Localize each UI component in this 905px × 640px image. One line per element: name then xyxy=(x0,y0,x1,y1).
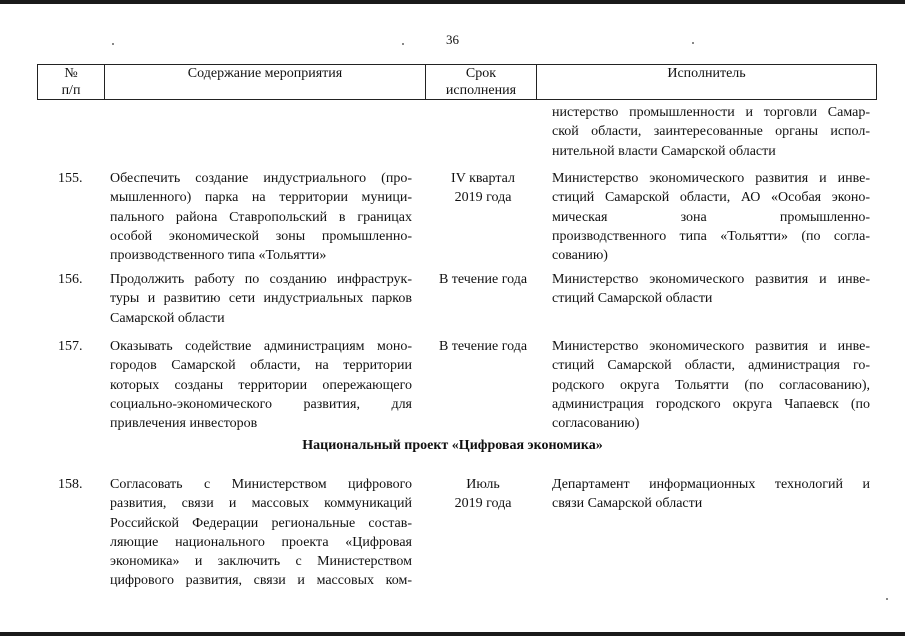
content-line: мышленного) парка на территории муници- xyxy=(110,190,412,206)
row-156-term xyxy=(424,270,542,289)
header-col-number xyxy=(38,65,105,100)
content-line: привлечения инвесторов xyxy=(110,416,258,432)
content-line: Самарской области xyxy=(110,310,225,326)
scan-speck xyxy=(402,43,404,45)
content-line: Оказывать содействие администрациям моно- xyxy=(110,339,412,354)
content-line: цифрового развития, связи и массовых ком- xyxy=(110,573,412,589)
term-line: 2019 года xyxy=(454,496,512,512)
row-157-content xyxy=(110,337,412,433)
executor-line: нистерство промышленности и торговли Самар- xyxy=(552,105,870,120)
content-line: ляющие национального проекта «Цифровая xyxy=(110,534,412,550)
row-158-content xyxy=(110,475,412,591)
executor-line: Министерство экономического развития и инве- xyxy=(552,171,870,186)
content-line: Обеспечить создание индустриального (про- xyxy=(110,171,412,186)
content-line: социально-экономического развития, для xyxy=(110,396,412,412)
row-158-executor xyxy=(552,475,870,514)
header-number-line2: п/п xyxy=(61,83,81,98)
content-line: производственного типа «Тольятти» xyxy=(110,248,327,264)
executor-line: стиций Самарской области, АО «Особая эконо- xyxy=(552,190,870,206)
row-157-number: 157. xyxy=(58,339,83,354)
header-col-term xyxy=(426,65,537,100)
table-header xyxy=(37,64,877,100)
content-line: которых созданы территории опережающего xyxy=(110,377,412,393)
executor-line: Министерство экономического развития и инве- xyxy=(552,272,870,287)
term-line: IV квартал xyxy=(451,171,515,186)
section-heading: Национальный проект «Цифровая экономика» xyxy=(302,438,603,453)
row-157-term xyxy=(424,337,542,356)
content-line: развития, связи и массовых коммуникаций xyxy=(110,496,412,512)
header-col-content: Содержание мероприятия xyxy=(105,65,426,100)
row-157-executor xyxy=(552,337,870,433)
row-155-number: 155. xyxy=(58,171,83,186)
scan-speck xyxy=(112,43,114,45)
executor-line: нительной власти Самарской области xyxy=(552,143,776,159)
executor-line: сованию) xyxy=(552,248,608,264)
executor-line: стиций Самарской области, администрация го- xyxy=(552,358,870,374)
row-158-number: 158. xyxy=(58,477,83,492)
executor-line: родского округа Тольятти (по согласованию), xyxy=(552,377,870,393)
executor-line: связи Самарской области xyxy=(552,496,703,512)
content-line: Продолжить работу по созданию инфраструк- xyxy=(110,272,412,287)
header-number-line1: № xyxy=(64,66,78,81)
row-155-content xyxy=(110,169,412,265)
header-col-executor: Исполнитель xyxy=(537,65,877,100)
content-line: Российской Федерации региональные состав- xyxy=(110,515,412,531)
row-156-number: 156. xyxy=(58,272,83,287)
executor-line: Департамент информационных технологий и xyxy=(552,477,870,492)
content-line: Согласовать с Министерством цифрового xyxy=(110,477,412,492)
executor-line: производственного типа «Тольятти» (по согла- xyxy=(552,228,870,244)
row-156-executor xyxy=(552,270,870,309)
bottom-border-rule xyxy=(0,632,905,636)
term-line: Июль xyxy=(466,477,500,492)
header-term-line2: исполнения xyxy=(445,83,517,98)
term-line: 2019 года xyxy=(454,190,512,206)
row-156-content xyxy=(110,270,412,328)
continuation-executor xyxy=(552,103,870,161)
executor-line: администрация городского округа Чапаевск (по xyxy=(552,396,870,412)
content-line: туры и развитию сети индустриальных парков xyxy=(110,291,412,307)
term-line: В течение года xyxy=(438,339,528,354)
row-155-term xyxy=(424,169,542,208)
executor-line: ской области, заинтересованные органы испол- xyxy=(552,124,870,140)
top-border-rule xyxy=(0,0,905,4)
content-line: городов Самарской области, на территории xyxy=(110,358,412,374)
row-158-term xyxy=(424,475,542,514)
scan-speck xyxy=(886,598,888,600)
executor-line: Министерство экономического развития и инве- xyxy=(552,339,870,354)
row-155-executor xyxy=(552,169,870,265)
header-term-line1: Срок xyxy=(465,66,497,81)
page-number: 36 xyxy=(446,32,459,47)
executor-line: согласованию) xyxy=(552,416,640,432)
executor-line: мическая зона промышленно- xyxy=(552,209,870,225)
content-line: экономика» и заключить с Министерством xyxy=(110,554,412,570)
content-line: пального района Ставропольский в границах xyxy=(110,209,412,225)
scan-speck xyxy=(692,42,694,44)
executor-line: стиций Самарской области xyxy=(552,291,713,307)
term-line: В течение года xyxy=(438,272,528,287)
content-line: особой экономической зоны промышленно- xyxy=(110,228,412,244)
